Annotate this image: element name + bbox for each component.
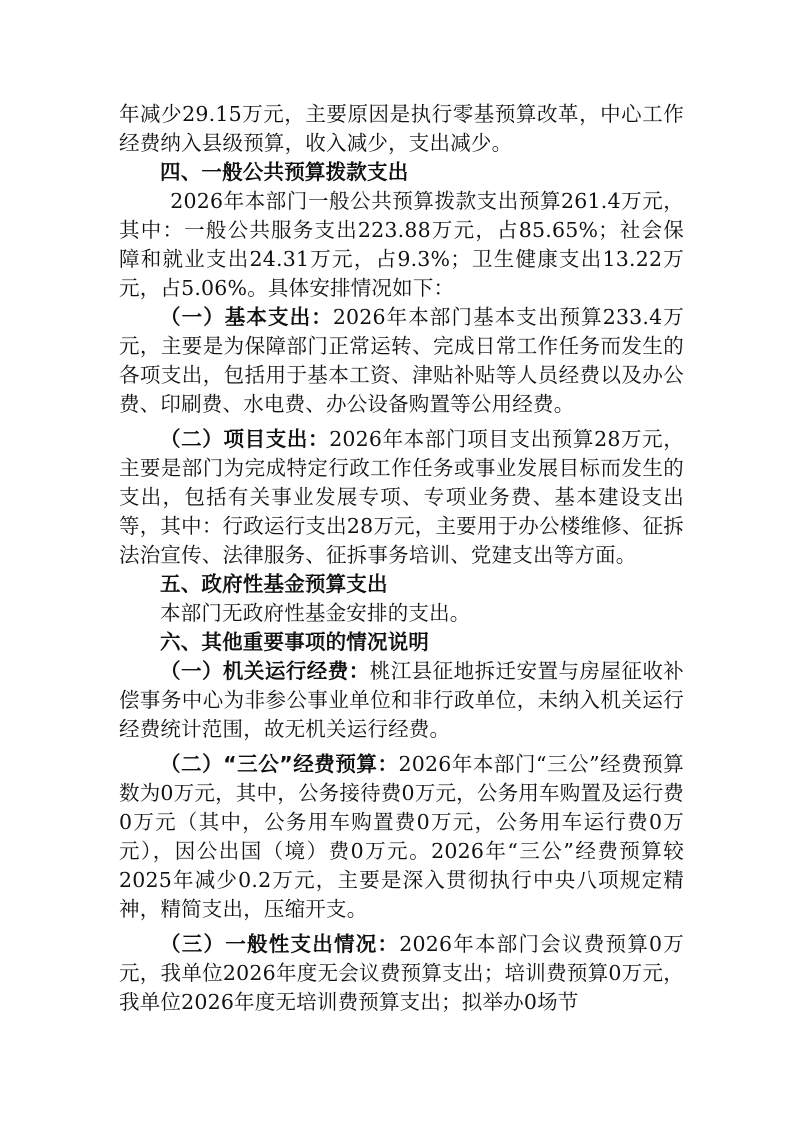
project-expenditure-text: 2026年本部门项目支出预算28万元，主要是部门为完成特定行政工作任务或事业发展目标而发生的支出，包括有关事业发展专项、专项业务费、基本建设支出等，其中：行政运行支出28万元，主要用于办公楼维修、征拆法治宣传、法律服务、征拆事务培训、党建支出等方面。	[119, 427, 684, 567]
project-expenditure-label: （二）项目支出：	[160, 427, 330, 451]
fund-paragraph: 本部门无政府性基金安排的支出。	[160, 601, 471, 625]
operating-cost-paragraph	[119, 657, 684, 744]
three-public-label: （二）“三公”经费预算：	[160, 752, 399, 776]
section-five-heading: 五、政府性基金预算支出	[160, 572, 388, 596]
section-six-heading: 六、其他重要事项的情况说明	[160, 630, 430, 654]
document-page	[119, 100, 684, 1017]
three-public-text: 2026年本部门“三公”经费预算数为0万元，其中，公务接待费0万元，公务用车购置及运行费0万元（其中，公务用车购置费0万元，公务用车运行费0万元），因公出国（境）费0万元。2026年“三公”经费预算较2025年减少0.2万元，主要是深入贯彻执行中央八项规定精神，精简支出，压缩开支。	[119, 752, 684, 921]
basic-expenditure-label: （一）基本支出：	[160, 305, 333, 329]
basic-expenditure-paragraph	[119, 303, 684, 419]
project-expenditure-paragraph	[119, 425, 684, 570]
general-expenditure-label: （三）一般性支出情况：	[160, 932, 400, 956]
general-budget-paragraph: 2026年本部门一般公共预算拨款支出预算261.4万元，其中：一般公共服务支出223.88万元，占85.65%；社会保障和就业支出24.31万元，占9.3%；卫生健康支出13.22万元，占5.06%。具体安排情况如下：	[119, 189, 684, 300]
basic-expenditure-text: 2026年本部门基本支出预算233.4万元，主要是为保障部门正常运转、完成日常工作任务而发生的各项支出，包括用于基本工资、津贴补贴等人员经费以及办公费、印刷费、水电费、办公设备购置等公用经费。	[119, 305, 684, 416]
general-expenditure-text: 2026年本部门会议费预算0万元，我单位2026年度无会议费预算支出；培训费预算0万元，我单位2026年度无培训费预算支出；拟举办0场节	[119, 932, 685, 1014]
three-public-paragraph	[119, 750, 684, 924]
operating-cost-label: （一）机关运行经费：	[160, 659, 370, 683]
intro-paragraph: 年减少29.15万元，主要原因是执行零基预算改革，中心工作经费纳入县级预算，收入减少，支出减少。	[119, 102, 684, 155]
general-expenditure-paragraph	[119, 930, 684, 1017]
section-four-heading: 四、一般公共预算拨款支出	[160, 160, 409, 184]
operating-cost-text: 桃江县征地拆迁安置与房屋征收补偿事务中心为非参公事业单位和非行政单位，未纳入机关运行经费统计范围，故无机关运行经费。	[119, 659, 685, 741]
